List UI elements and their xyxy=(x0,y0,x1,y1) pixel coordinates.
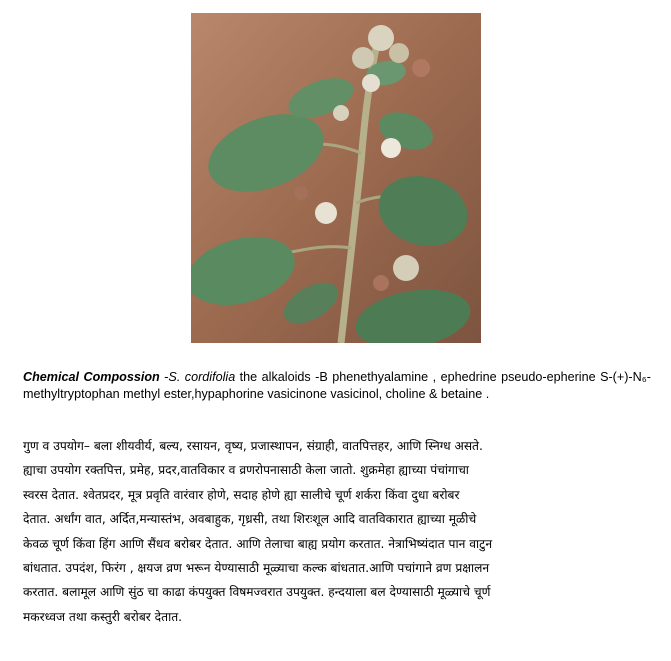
text-line: करतात. बलामूल आणि सुंठ चा काढा कंपयुक्त विषमज्वरात उपयुक्त. हन्दयाला बल देण्यासाठी मूळ्याचे चूर्ण xyxy=(23,585,491,600)
text-line: गुण व उपयोग– बला शीयवीर्य, बल्य, रसायन, वृष्य, प्रजास्थापन, संग्राही, वातपित्तहर, आणि स्निग्ध असते. xyxy=(23,439,483,453)
text-line: बांधतात. उपदंश, फिरंग , क्षयज व्रण भरून येण्यासाठी मूळ्याचा कल्क बांधतात.आणि पचांगाने व्रण प्रक्षालन xyxy=(23,560,490,575)
chemical-composition-paragraph xyxy=(23,369,651,402)
text-line: ह्याचा उपयोग रक्तपित्त, प्रमेह, प्रदर,वातविकार व व्रणरोपनासाठी केला जातो. शुक्रमेहा ह्याच्या पंचांगाचा xyxy=(23,463,469,478)
text-line: मकरध्वज तथा कस्तुरी बरोबर देतात. xyxy=(23,609,183,624)
text-line: स्वरस देतात. श्वेतप्रदर, मूत्र प्रवृति वारंवार होणे, सदाह होणे ह्या सालीचे चूर्ण शर्करा किंवा दुधा बरोबर xyxy=(23,487,460,502)
chemical-dash: - xyxy=(159,370,169,384)
species-name: S. cordifolia xyxy=(168,370,236,384)
properties-uses-paragraph xyxy=(23,434,653,629)
plant-photo xyxy=(191,13,481,343)
text-line: केवळ चूर्ण किंवा हिंग आणि सैंधव बरोबर देतात. आणि तेलाचा बाह्य प्रयोग करतात. नेत्राभिष्यंदात पान वाटुन xyxy=(23,536,493,551)
chemical-composition-label: Chemical Compossion xyxy=(23,370,160,384)
chemical-composition-text: the alkaloids -B phenethyalamine , ephedrine pseudo-epherine S-(+)-N₆-methyltryptophan methyl ester,hypaphorine vasicinone vasicinol, choline & betaine . xyxy=(23,370,651,401)
text-line: देतात. अर्धांग वात, अर्दित,मन्यास्तंभ, अवबाहुक, गृध्रसी, तथा शिरःशूल आदि वातविकारात ह्याच्या मूळीचे xyxy=(23,512,477,527)
